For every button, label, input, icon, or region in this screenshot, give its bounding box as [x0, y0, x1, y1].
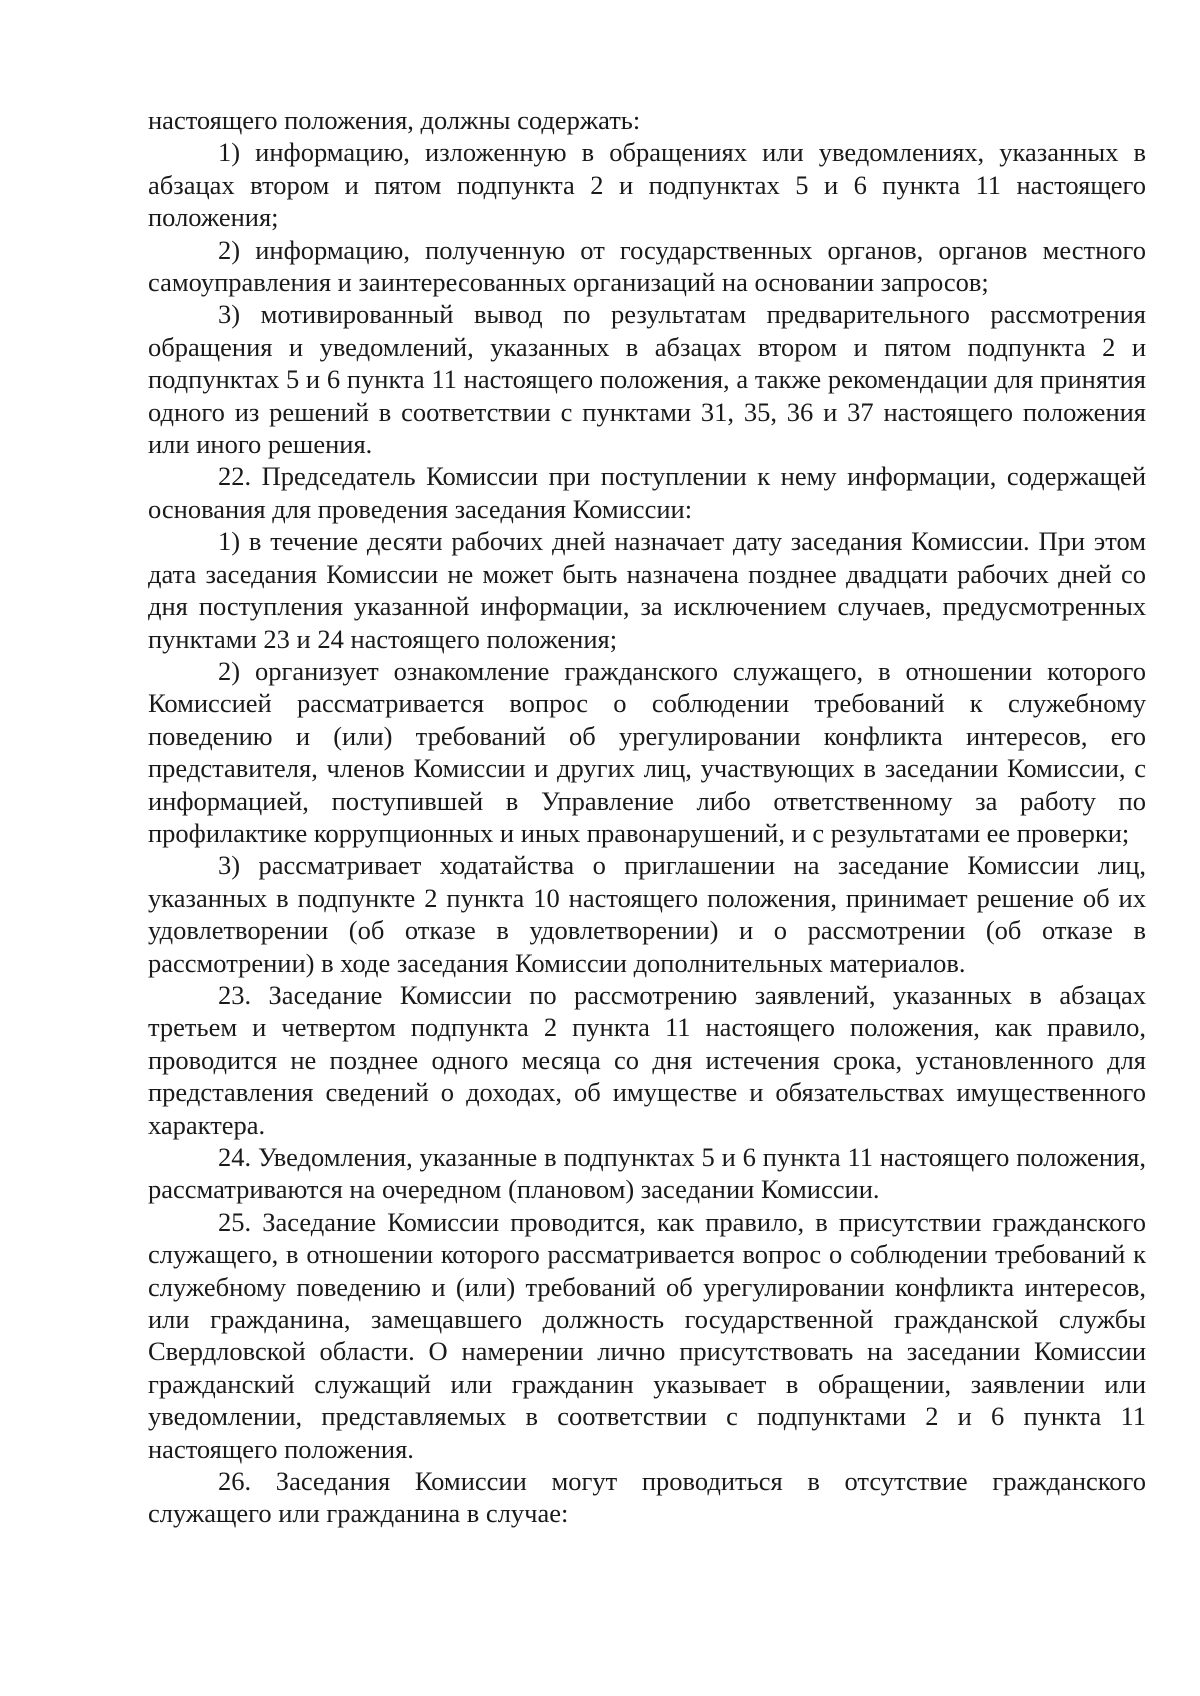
paragraph-item-25: 25. Заседание Комиссии проводится, как правило, в присутствии гражданского служащего, в отношении которого рассматривается вопрос о соблюдении требований к служебному поведению и (или) требований об урегулировании конфликта интересов, или гражданина, замещавшего должность государственной гражданской службы Свердловской области. О намерении лично присутствовать на заседании Комиссии гражданский служащий или гражданин указывает в обращении, заявлении или уведомлении, представляемых в соответствии с подпунктами 2 и 6 пункта 11 настоящего положения. [148, 1206, 1146, 1464]
paragraph-subitem-2: 2) информацию, полученную от государственных органов, органов местного самоуправления и заинтересованных организаций на основании запросов; [148, 234, 1146, 298]
paragraph-continuation: настоящего положения, должны содержать: [148, 105, 641, 135]
paragraph-subitem-3: 3) мотивированный вывод по результатам предварительного рассмотрения обращения и уведомлений, указанных в абзацах втором и пятом подпункта 2 и подпунктах 5 и 6 пункта 11 настоящего положения, а также рекомендации для принятия одного из решений в соответствии с пунктами 31, 35, 36 и 37 настоящего положения или иного решения. [148, 299, 1146, 460]
paragraph-subitem-1: 1) информацию, изложенную в обращениях или уведомлениях, указанных в абзацах втором и пятом подпункта 2 и подпунктах 5 и 6 пункта 11 настоящего положения; [148, 137, 1146, 233]
paragraph-item-26: 26. Заседания Комиссии могут проводиться в отсутствие гражданского служащего или гражданина в случае: [148, 1466, 1146, 1529]
paragraph-item-22: 22. Председатель Комиссии при поступлении к нему информации, содержащей основания для проведения заседания Комиссии: [148, 461, 1146, 524]
paragraph-item-22-subitem-1: 1) в течение десяти рабочих дней назначает дату заседания Комиссии. При этом дата заседания Комиссии не может быть назначена позднее двадцати рабочих дней со дня поступления указанной информации, за исключением случаев, предусмотренных пунктами 23 и 24 настоящего положения; [148, 526, 1146, 654]
paragraph-item-23: 23. Заседание Комиссии по рассмотрению заявлений, указанных в абзацах третьем и четвертом подпункта 2 пункта 11 настоящего положения, как правило, проводится не позднее одного месяца со дня истечения срока, установленного для представления сведений о доходах, об имуществе и обязательствах имущественного характера. [148, 979, 1146, 1140]
paragraph-item-22-subitem-2: 2) организует ознакомление гражданского служащего, в отношении которого Комиссией рассматривается вопрос о соблюдении требований к служебному поведению и (или) требований об урегулировании конфликта интересов, его представителя, членов Комиссии и других лиц, участвующих в заседании Комиссии, с информацией, поступившей в Управление либо ответственному за работу по профилактике коррупционных и иных правонарушений, и с результатами ее проверки; [148, 655, 1146, 848]
paragraph-item-22-subitem-3: 3) рассматривает ходатайства о приглашении на заседание Комиссии лиц, указанных в подпункте 2 пункта 10 настоящего положения, принимает решение об их удовлетворении (об отказе в удовлетворении) и о рассмотрении (об отказе в рассмотрении) в ходе заседания Комиссии дополнительных материалов. [148, 850, 1146, 978]
paragraph-item-24: 24. Уведомления, указанные в подпунктах 5 и 6 пункта 11 настоящего положения, рассматриваются на очередном (плановом) заседании Комиссии. [148, 1142, 1146, 1205]
document-body [148, 104, 1146, 1530]
